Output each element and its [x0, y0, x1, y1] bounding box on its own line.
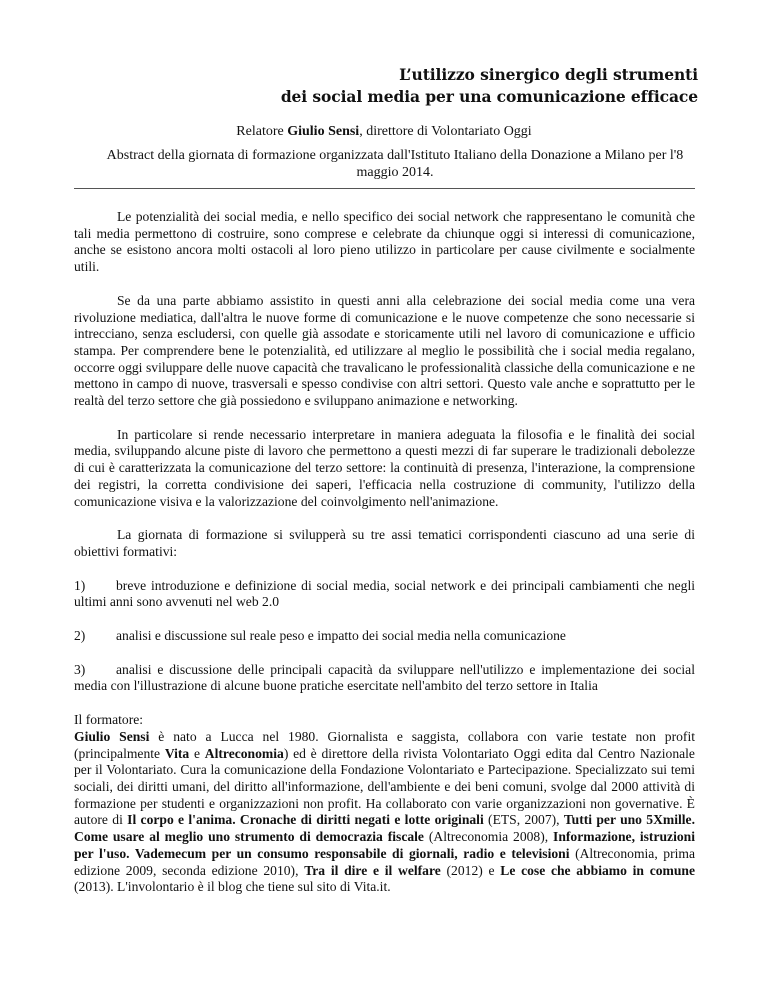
bio-emphasis: Giulio Sensi: [74, 728, 150, 744]
bio-text: (Altreconomia, prima edizione 2009, seconda edizione 2010),: [74, 845, 696, 878]
bio-emphasis: Tra il dire e il welfare: [304, 862, 441, 878]
paragraph: In particolare si rende necessario interpretare in maniera adeguata la filosofia e le finalità dei social media, sviluppando alcune piste di lavoro che permettono a questi mezzi di far superare le tradizionali debolezze di cui è caratterizzata la comunicazione del terzo settore: la continuità di presenza, l'interazione, la comprensione dei registri, la corretta condivisione dei saperi, l'efficacia nella costruzione di community, l'utilizzo della comunicazione visiva e la valorizzazione del coinvolgimento nell'animazione.: [74, 426, 695, 509]
bio-text: (Altreconomia 2008),: [423, 829, 554, 845]
bio-text: ) ed è direttore della rivista Volontariato Oggi edita dal Centro Nazionale per il Volontariato. Cura la comunicazione della Fondazione Volontariato e Partecipazione. Specializzato sui temi sociali, dei diritti umani, del diritto all'informazione, dell'ambiente e dei beni comuni, svolge dal 2000 attività di formazione per studenti e organizzazioni non profit. Ha collaborato con varie organizzazioni non governative. È autore di: [74, 745, 695, 828]
header-divider: [74, 188, 695, 189]
list-item-number: 2): [74, 628, 86, 644]
list-item: [74, 578, 695, 611]
list-item-text: analisi e discussione sul reale peso e impatto dei social media nella comunicazione: [116, 628, 566, 644]
bio-text: è nato a Lucca nel 1980. Giornalista e saggista, collabora con varie testate non profit (principalmente: [74, 728, 695, 761]
list-item: [74, 628, 695, 645]
title-line-2: dei social media per una comunicazione efficace: [280, 87, 698, 106]
speaker-name: Giulio Sensi: [287, 124, 360, 139]
bio-emphasis: Altreconomia: [204, 745, 284, 761]
paragraph: Se da una parte abbiamo assistito in questi anni alla celebrazione dei social media come una vera rivoluzione mediatica, dall'altra le nuove forme di comunicazione e le nuove competenze che sono necessarie si intrecciano, senza escludersi, con quelle già assodate e storicamente utili nel lavoro di comunicazione e ufficio stampa. Per comprendere bene le potenzialità, ed utilizzare al meglio le possibilità che i social media regalano, occorre oggi sviluppare delle nuove capacità che travalicano le professionalità classiche della comunicazione e ne mettono in campo di nuove, trasversali e spesso condivise con altri settori. Questo vale anche e soprattutto per le realtà del terzo settore che già possiedono e sviluppano animazione e networking.: [74, 292, 695, 409]
bio-heading: Il formatore:: [74, 712, 144, 728]
paragraph: Le potenzialità dei social media, e nello specifico dei social network che rappresentano le comunità che tali media permettono di costruire, sono comprese e celebrate da chiunque oggi si interessi di comunicazione, anche se esistono ancora molti ostacoli al loro pieno utilizzo in particolare per cause civilmente e socialmente utili.: [74, 209, 695, 275]
bio-emphasis: Il corpo e l'anima. Cronache di diritti negati e lotte originali: [127, 812, 484, 828]
list-item-text: breve introduzione e definizione di social media, social network e dei principali cambiamenti che negli ultimi anni sono avvenuti nel web 2.0: [74, 577, 695, 610]
list-item-number: 3): [74, 661, 86, 677]
bio-text: e: [189, 745, 205, 761]
speaker-role: , direttore di Volontariato Oggi: [359, 124, 532, 139]
document-title: [281, 64, 698, 108]
bio-emphasis: Le cose che abbiamo in comune: [500, 862, 696, 878]
document-body: [74, 209, 695, 913]
speaker-prefix: Relatore: [236, 124, 288, 139]
bio-emphasis: Vita: [164, 745, 190, 761]
bio-text: (ETS, 2007),: [483, 812, 564, 828]
bio-emphasis: Informazione, istruzioni per l'uso. Vademecum per un consumo responsabile di giornali, radio e televisioni: [74, 829, 695, 861]
paragraph: La giornata di formazione si svilupperà su tre assi tematici corrispondenti ciascuno ad una serie di obiettivi formativi:: [74, 527, 695, 559]
title-line-1: L’utilizzo sinergico degli strumenti: [399, 65, 698, 84]
bio-text: (2012) e: [440, 862, 501, 878]
list-item-number: 1): [74, 577, 86, 593]
bio-text: (2013). L'involontario è il blog che tiene sul sito di Vita.it.: [74, 879, 391, 895]
list-item: [74, 662, 695, 695]
bio-emphasis: Tutti per uno 5Xmille. Come usare al meglio uno strumento di democrazia fiscale: [74, 812, 695, 845]
speaker-line: [0, 123, 768, 141]
abstract-line: Abstract della giornata di formazione organizzata dall'Istituto Italiano della Donazione a Milano per l'8 maggio 2014.: [106, 148, 684, 180]
bio-paragraph: [74, 729, 695, 896]
list-item-text: analisi e discussione delle principali capacità da sviluppare nell'utilizzo e implementazione dei social media con l'illustrazione di alcune buone pratiche esercitate nell'ambito del terzo settore in Italia: [74, 661, 695, 694]
